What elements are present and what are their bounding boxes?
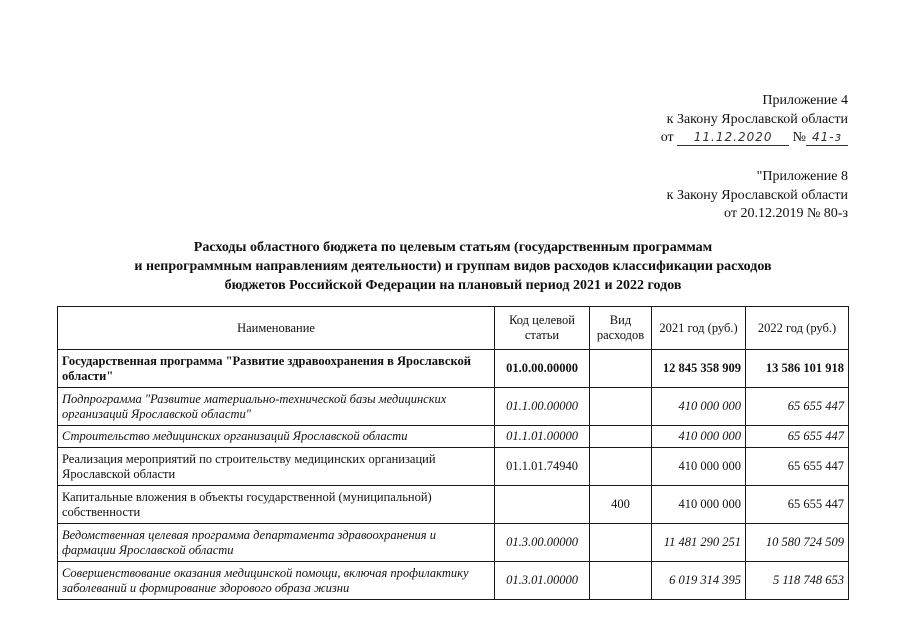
- prev-annex-date: от 20.12.2019 № 80-з: [724, 206, 848, 221]
- row-code: 01.0.00.00000: [495, 350, 590, 388]
- table-row: [58, 524, 849, 562]
- row-code: 01.3.00.00000: [495, 524, 590, 562]
- title-line-3: бюджетов Российской Федерации на плановый период 2021 и 2022 годов: [224, 278, 682, 293]
- row-2021: 410 000 000: [652, 486, 746, 524]
- row-code: [495, 486, 590, 524]
- budget-table: [57, 306, 849, 600]
- row-2022: 65 655 447: [746, 486, 849, 524]
- row-code: 01.3.01.00000: [495, 562, 590, 600]
- header-name: Наименование: [58, 307, 495, 350]
- row-2022: 10 580 724 509: [746, 524, 849, 562]
- row-name: Реализация мероприятий по строительству медицинских организаций Ярославской области: [58, 448, 495, 486]
- row-name: Подпрограмма "Развитие материально-технической базы медицинских организаций Ярославской области": [58, 388, 495, 426]
- table-row: [58, 388, 849, 426]
- annex-date-line: [661, 129, 848, 148]
- handwritten-date: 11.12.2020: [677, 130, 789, 146]
- title-line-2: и непрограммным направлениям деятельности) и группам видов расходов классификации расходов: [134, 259, 772, 274]
- row-type: [590, 448, 652, 486]
- row-type: 400: [590, 486, 652, 524]
- previous-annex-header: [667, 168, 848, 224]
- row-name: Государственная программа "Развитие здравоохранения в Ярославской области": [58, 350, 495, 388]
- row-2022: 65 655 447: [746, 426, 849, 448]
- row-2022: 65 655 447: [746, 388, 849, 426]
- header-code: Код целевой статьи: [495, 307, 590, 350]
- header-2021: 2021 год (руб.): [652, 307, 746, 350]
- document-title: [60, 238, 846, 295]
- header-type: Вид расходов: [590, 307, 652, 350]
- annex-title: Приложение 4: [762, 93, 848, 108]
- row-name: Ведомственная целевая программа департамента здравоохранения и фармации Ярославской области: [58, 524, 495, 562]
- header-2022: 2022 год (руб.): [746, 307, 849, 350]
- title-line-1: Расходы областного бюджета по целевым статьям (государственным программам: [193, 240, 713, 255]
- row-2021: 410 000 000: [652, 448, 746, 486]
- number-label: №: [792, 130, 806, 145]
- row-2022: 5 118 748 653: [746, 562, 849, 600]
- prev-annex-law: к Закону Ярославской области: [666, 187, 848, 203]
- row-type: [590, 426, 652, 448]
- table-header-row: [58, 307, 849, 350]
- row-type: [590, 350, 652, 388]
- handwritten-number: 41-з: [806, 130, 848, 146]
- table-row: [58, 486, 849, 524]
- row-type: [590, 524, 652, 562]
- prev-annex-title: "Приложение 8: [756, 169, 848, 184]
- table-row: [58, 426, 849, 448]
- row-2021: 12 845 358 909: [652, 350, 746, 388]
- row-type: [590, 388, 652, 426]
- row-name: Совершенствование оказания медицинской помощи, включая профилактику заболеваний и формирование здорового образа жизни: [58, 562, 495, 600]
- table-row: [58, 350, 849, 388]
- table-row: [58, 562, 849, 600]
- row-code: 01.1.00.00000: [495, 388, 590, 426]
- annex-law: к Закону Ярославской области: [666, 111, 848, 127]
- row-code: 01.1.01.74940: [495, 448, 590, 486]
- row-name: Строительство медицинских организаций Ярославской области: [58, 426, 495, 448]
- row-type: [590, 562, 652, 600]
- row-2022: 65 655 447: [746, 448, 849, 486]
- row-code: 01.1.01.00000: [495, 426, 590, 448]
- table-row: [58, 448, 849, 486]
- annex-header: [661, 92, 848, 148]
- row-2021: 410 000 000: [652, 388, 746, 426]
- row-2021: 11 481 290 251: [652, 524, 746, 562]
- row-name: Капитальные вложения в объекты государственной (муниципальной) собственности: [58, 486, 495, 524]
- from-label: от: [660, 130, 674, 145]
- row-2021: 6 019 314 395: [652, 562, 746, 600]
- row-2021: 410 000 000: [652, 426, 746, 448]
- row-2022: 13 586 101 918: [746, 350, 849, 388]
